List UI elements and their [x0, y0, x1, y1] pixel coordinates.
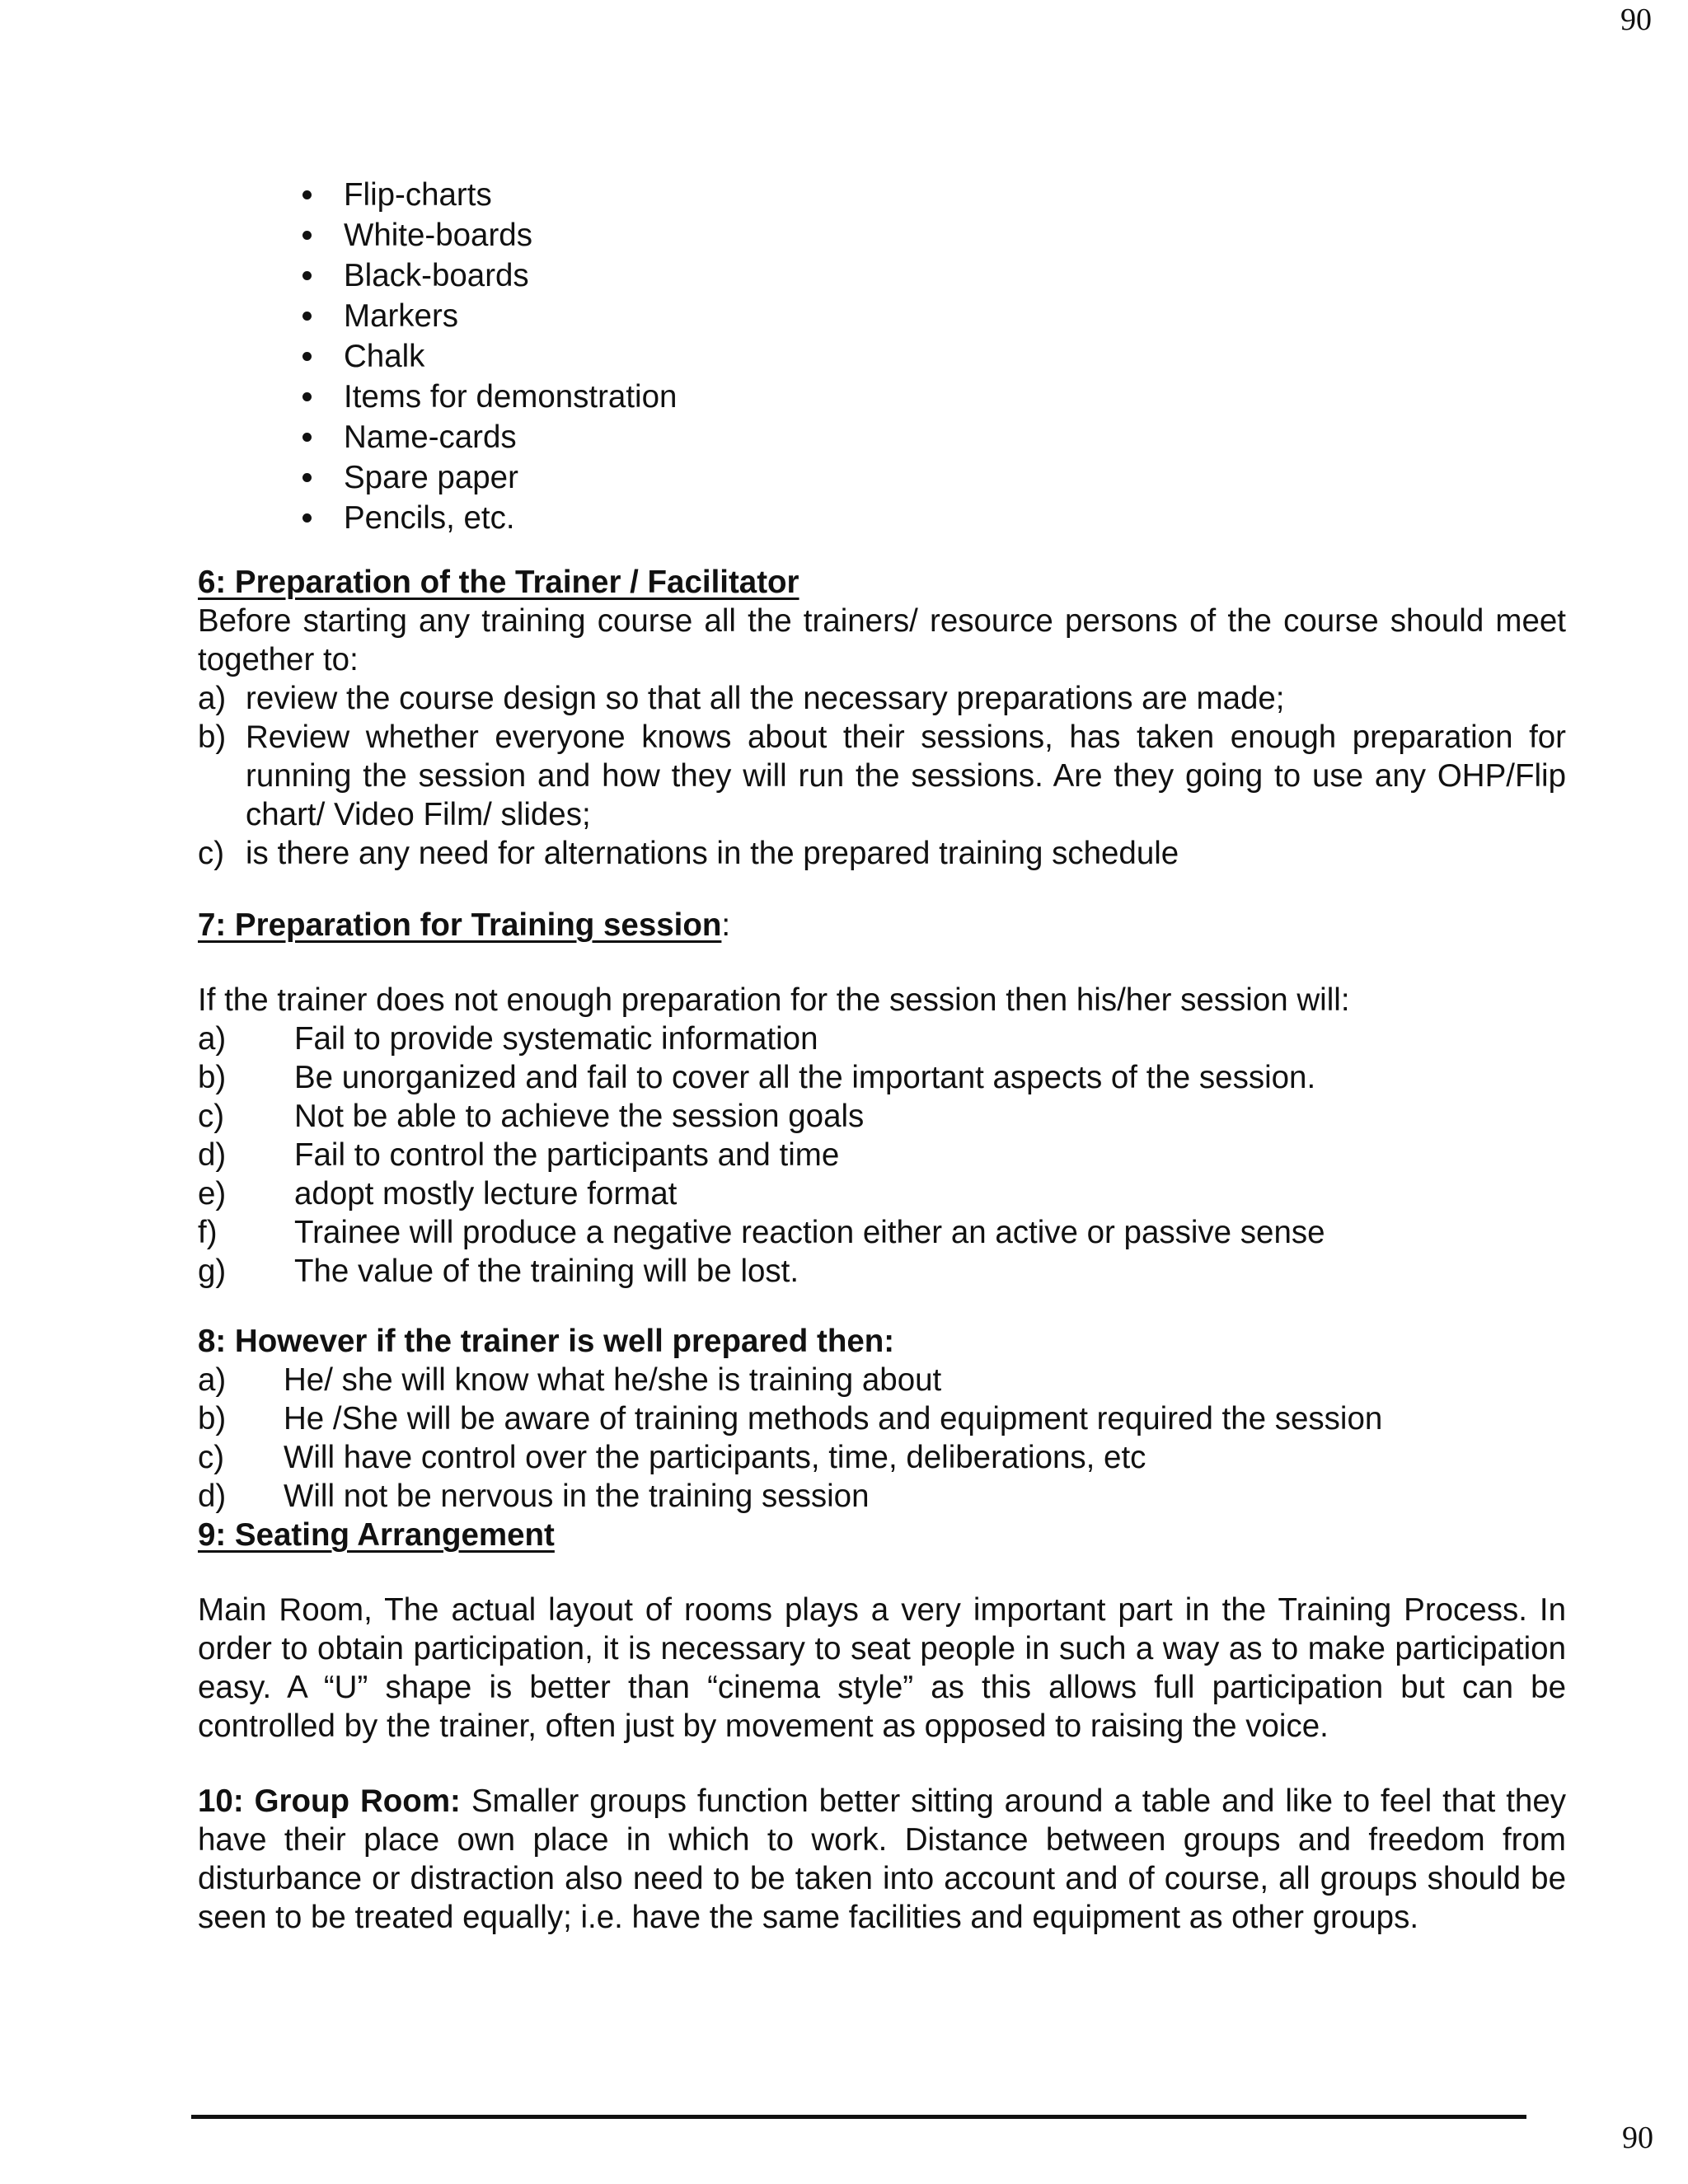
section-7-list: [198, 1019, 1566, 1291]
list-item-text: adopt mostly lecture format: [294, 1176, 678, 1212]
list-item: [198, 1252, 1566, 1291]
section-7-heading-line: [198, 906, 1566, 944]
section-10-body: Smaller groups function better sitting around a table and like to feel that they have their place own place in which to work. Distance between groups and freedom from disturbance or distraction also need to be taken into account and of course, all groups should be seen to be treated equally; i.e. have the same facilities and equipment as other groups.: [198, 1783, 1566, 1935]
section-9-body: Main Room, The actual layout of rooms plays a very important part in the Training Process. In order to obtain participation, it is necessary to seat people in such a way as to make participation easy. A “U” shape is better than “cinema style” as this allows full participation but can be controlled by the trainer, often just by movement as opposed to raising the voice.: [198, 1592, 1566, 1744]
list-item: [198, 1136, 1566, 1174]
list-item: Black-boards: [198, 255, 1566, 296]
list-item: Flip-charts: [198, 175, 1566, 215]
list-item-text: Trainee will produce a negative reaction either an active or passive sense: [294, 1215, 1325, 1250]
equipment-bullet-list: [198, 175, 1566, 538]
list-item-text: Be unorganized and fail to cover all the important aspects of the session.: [294, 1060, 1316, 1095]
list-item-text: Not be able to achieve the session goals: [294, 1099, 865, 1134]
list-item-text: Will not be nervous in the training session: [284, 1479, 870, 1514]
list-marker: e): [198, 1176, 227, 1212]
list-marker: a): [198, 1362, 227, 1398]
list-marker: d): [198, 1137, 227, 1173]
list-marker: c): [198, 836, 225, 871]
section-6-intro: Before starting any training course all the trainers/ resource persons of the course should meet together to:: [198, 603, 1566, 677]
list-item-text: He /She will be aware of training methods and equipment required the session: [284, 1401, 1383, 1436]
list-item: White-boards: [198, 215, 1566, 255]
list-item-text: Review whether everyone knows about their sessions, has taken enough preparation for running the session and how they will run the sessions. Are they going to use any OHP/Flip chart/ Video Film/ slides;: [246, 719, 1566, 832]
list-item: Name-cards: [198, 417, 1566, 457]
list-item: Items for demonstration: [198, 377, 1566, 417]
section-6-list: [198, 679, 1566, 873]
section-9-heading: 9: Seating Arrangement: [198, 1517, 555, 1553]
list-marker: b): [198, 1401, 227, 1436]
list-item: [198, 1438, 1566, 1477]
list-item: Chalk: [198, 336, 1566, 377]
list-item-text: review the course design so that all the necessary preparations are made;: [246, 681, 1285, 716]
list-marker: c): [198, 1099, 225, 1134]
list-marker: c): [198, 1440, 225, 1475]
section-10-paragraph: [198, 1782, 1566, 1937]
section-7-heading: 7: Preparation for Training session: [198, 907, 722, 943]
list-item: Pencils, etc.: [198, 498, 1566, 538]
list-marker: b): [198, 719, 227, 755]
list-item-text: The value of the training will be lost.: [294, 1254, 799, 1289]
list-item-text: He/ she will know what he/she is training about: [284, 1362, 942, 1398]
list-item-text: is there any need for alternations in the prepared training schedule: [246, 836, 1179, 871]
list-marker: b): [198, 1060, 227, 1095]
list-marker: a): [198, 1021, 227, 1057]
list-item: [198, 1477, 1566, 1516]
list-item: Markers: [198, 296, 1566, 336]
section-8-list: [198, 1361, 1566, 1516]
list-item: [198, 718, 1566, 834]
page-number-bottom: 90: [1622, 2121, 1653, 2155]
list-marker: f): [198, 1215, 218, 1250]
section-6-heading: 6: Preparation of the Trainer / Facilitator: [198, 565, 799, 600]
list-marker: d): [198, 1479, 227, 1514]
section-8-heading: 8: However if the trainer is well prepared then:: [198, 1324, 895, 1359]
section-7-intro: If the trainer does not enough preparation for the session then his/her session will:: [198, 982, 1350, 1018]
list-item: [198, 1399, 1566, 1438]
page-content: [198, 175, 1566, 1937]
list-item: [198, 1058, 1566, 1097]
list-item: [198, 679, 1566, 718]
list-item: [198, 1019, 1566, 1058]
page-number-top: 90: [1620, 2, 1652, 37]
section-7-heading-suffix: :: [721, 907, 731, 943]
list-item: [198, 1097, 1566, 1136]
list-marker: a): [198, 681, 227, 716]
list-item: [198, 1174, 1566, 1213]
footer-divider: [191, 2115, 1526, 2119]
list-item: Spare paper: [198, 457, 1566, 498]
section-10-heading: 10: Group Room:: [198, 1783, 461, 1819]
list-item-text: Fail to control the participants and time: [294, 1137, 840, 1173]
list-item: [198, 834, 1566, 873]
list-item-text: Fail to provide systematic information: [294, 1021, 818, 1057]
list-item: [198, 1361, 1566, 1399]
list-marker: g): [198, 1254, 227, 1289]
list-item: [198, 1213, 1566, 1252]
list-item-text: Will have control over the participants, time, deliberations, etc: [284, 1440, 1146, 1475]
